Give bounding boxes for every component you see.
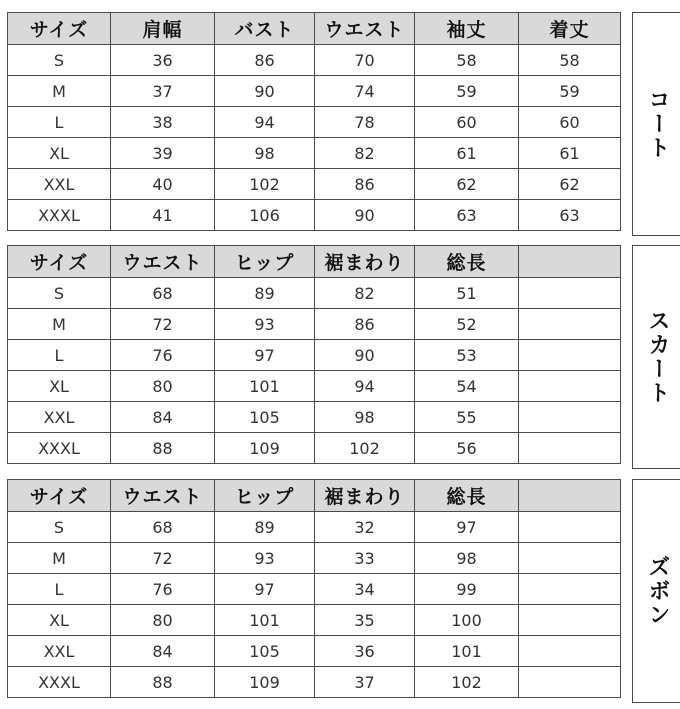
measurement-cell: 84 <box>111 402 215 433</box>
column-header: ヒップ <box>215 480 315 512</box>
measurement-cell: 72 <box>111 543 215 574</box>
table-row <box>8 309 621 340</box>
size-cell: M <box>8 543 111 574</box>
pants-size-section <box>7 479 680 703</box>
table-row <box>8 512 621 543</box>
size-cell: XXL <box>8 169 111 200</box>
measurement-cell: 63 <box>415 200 519 231</box>
measurement-cell: 89 <box>215 278 315 309</box>
column-header: 裾まわり <box>315 246 415 278</box>
measurement-cell: 61 <box>519 138 621 169</box>
measurement-cell: 60 <box>519 107 621 138</box>
column-header: 着丈 <box>519 13 621 45</box>
measurement-cell: 35 <box>315 605 415 636</box>
measurement-cell: 97 <box>215 574 315 605</box>
table-row <box>8 433 621 464</box>
blank-cell <box>519 309 621 340</box>
blank-cell <box>519 574 621 605</box>
blank-cell <box>519 543 621 574</box>
measurement-cell: 82 <box>315 138 415 169</box>
measurement-cell: 36 <box>315 636 415 667</box>
coat-size-section <box>7 12 680 236</box>
blank-header-cell <box>519 480 621 512</box>
column-header: サイズ <box>8 13 111 45</box>
measurement-cell: 86 <box>315 309 415 340</box>
measurement-cell: 101 <box>415 636 519 667</box>
measurement-cell: 41 <box>111 200 215 231</box>
size-cell: L <box>8 574 111 605</box>
measurement-cell: 36 <box>111 45 215 76</box>
measurement-cell: 86 <box>315 169 415 200</box>
measurement-cell: 98 <box>415 543 519 574</box>
size-cell: L <box>8 340 111 371</box>
measurement-cell: 80 <box>111 605 215 636</box>
measurement-cell: 101 <box>215 371 315 402</box>
measurement-cell: 105 <box>215 402 315 433</box>
blank-header-cell <box>519 246 621 278</box>
measurement-cell: 90 <box>315 340 415 371</box>
column-header: 総長 <box>415 246 519 278</box>
measurement-cell: 62 <box>415 169 519 200</box>
pants-size-table <box>7 479 621 698</box>
coat-category-label <box>632 12 680 236</box>
column-header: 裾まわり <box>315 480 415 512</box>
table-row <box>8 340 621 371</box>
header-row <box>8 480 621 512</box>
measurement-cell: 38 <box>111 107 215 138</box>
measurement-cell: 86 <box>215 45 315 76</box>
size-cell: XL <box>8 605 111 636</box>
measurement-cell: 58 <box>415 45 519 76</box>
blank-cell <box>519 433 621 464</box>
coat-size-table <box>7 12 621 231</box>
table-row <box>8 76 621 107</box>
size-cell: XXL <box>8 402 111 433</box>
column-header: 袖丈 <box>415 13 519 45</box>
measurement-cell: 88 <box>111 667 215 698</box>
measurement-cell: 97 <box>415 512 519 543</box>
measurement-cell: 34 <box>315 574 415 605</box>
measurement-cell: 53 <box>415 340 519 371</box>
measurement-cell: 102 <box>215 169 315 200</box>
size-cell: XXL <box>8 636 111 667</box>
measurement-cell: 37 <box>315 667 415 698</box>
measurement-cell: 60 <box>415 107 519 138</box>
blank-cell <box>519 278 621 309</box>
size-cell: XXXL <box>8 667 111 698</box>
measurement-cell: 63 <box>519 200 621 231</box>
measurement-cell: 90 <box>315 200 415 231</box>
blank-cell <box>519 512 621 543</box>
skirt-size-section <box>7 245 680 469</box>
measurement-cell: 59 <box>415 76 519 107</box>
size-cell: S <box>8 278 111 309</box>
category-label-text: コート <box>645 88 670 160</box>
blank-cell <box>519 340 621 371</box>
size-cell: S <box>8 45 111 76</box>
blank-cell <box>519 636 621 667</box>
table-row <box>8 45 621 76</box>
measurement-cell: 54 <box>415 371 519 402</box>
measurement-cell: 59 <box>519 76 621 107</box>
measurement-cell: 61 <box>415 138 519 169</box>
measurement-cell: 93 <box>215 309 315 340</box>
table-row <box>8 371 621 402</box>
measurement-cell: 39 <box>111 138 215 169</box>
measurement-cell: 82 <box>315 278 415 309</box>
skirt-size-table <box>7 245 621 464</box>
measurement-cell: 109 <box>215 667 315 698</box>
skirt-category-label <box>632 245 680 469</box>
blank-cell <box>519 667 621 698</box>
table-row <box>8 574 621 605</box>
column-header: サイズ <box>8 246 111 278</box>
blank-cell <box>519 402 621 433</box>
measurement-cell: 33 <box>315 543 415 574</box>
table-row <box>8 636 621 667</box>
measurement-cell: 100 <box>415 605 519 636</box>
category-label-text: ズボン <box>645 555 670 627</box>
size-cell: M <box>8 309 111 340</box>
size-cell: XXXL <box>8 200 111 231</box>
category-label-text: スカート <box>645 309 670 405</box>
size-cell: L <box>8 107 111 138</box>
column-header: ウエスト <box>111 246 215 278</box>
table-row <box>8 200 621 231</box>
table-row <box>8 667 621 698</box>
measurement-cell: 76 <box>111 574 215 605</box>
measurement-cell: 55 <box>415 402 519 433</box>
measurement-cell: 32 <box>315 512 415 543</box>
measurement-cell: 37 <box>111 76 215 107</box>
measurement-cell: 106 <box>215 200 315 231</box>
measurement-cell: 98 <box>215 138 315 169</box>
measurement-cell: 68 <box>111 278 215 309</box>
measurement-cell: 97 <box>215 340 315 371</box>
measurement-cell: 58 <box>519 45 621 76</box>
measurement-cell: 102 <box>415 667 519 698</box>
table-row <box>8 543 621 574</box>
measurement-cell: 94 <box>315 371 415 402</box>
column-header: サイズ <box>8 480 111 512</box>
table-row <box>8 278 621 309</box>
measurement-cell: 51 <box>415 278 519 309</box>
measurement-cell: 93 <box>215 543 315 574</box>
measurement-cell: 72 <box>111 309 215 340</box>
blank-cell <box>519 605 621 636</box>
measurement-cell: 74 <box>315 76 415 107</box>
table-row <box>8 107 621 138</box>
table-row <box>8 605 621 636</box>
pants-category-label <box>632 479 680 703</box>
measurement-cell: 80 <box>111 371 215 402</box>
measurement-cell: 102 <box>315 433 415 464</box>
measurement-cell: 94 <box>215 107 315 138</box>
measurement-cell: 101 <box>215 605 315 636</box>
measurement-cell: 78 <box>315 107 415 138</box>
measurement-cell: 90 <box>215 76 315 107</box>
measurement-cell: 84 <box>111 636 215 667</box>
header-row <box>8 13 621 45</box>
measurement-cell: 56 <box>415 433 519 464</box>
column-header: バスト <box>215 13 315 45</box>
column-header: ヒップ <box>215 246 315 278</box>
blank-cell <box>519 371 621 402</box>
measurement-cell: 105 <box>215 636 315 667</box>
column-header: ウエスト <box>315 13 415 45</box>
size-cell: XL <box>8 138 111 169</box>
column-header: ウエスト <box>111 480 215 512</box>
table-row <box>8 402 621 433</box>
measurement-cell: 88 <box>111 433 215 464</box>
measurement-cell: 68 <box>111 512 215 543</box>
table-row <box>8 169 621 200</box>
column-header: 総長 <box>415 480 519 512</box>
column-header: 肩幅 <box>111 13 215 45</box>
measurement-cell: 40 <box>111 169 215 200</box>
measurement-cell: 62 <box>519 169 621 200</box>
measurement-cell: 109 <box>215 433 315 464</box>
size-cell: XXXL <box>8 433 111 464</box>
measurement-cell: 52 <box>415 309 519 340</box>
measurement-cell: 76 <box>111 340 215 371</box>
measurement-cell: 70 <box>315 45 415 76</box>
table-row <box>8 138 621 169</box>
measurement-cell: 99 <box>415 574 519 605</box>
size-cell: M <box>8 76 111 107</box>
measurement-cell: 98 <box>315 402 415 433</box>
size-cell: S <box>8 512 111 543</box>
size-cell: XL <box>8 371 111 402</box>
measurement-cell: 89 <box>215 512 315 543</box>
header-row <box>8 246 621 278</box>
